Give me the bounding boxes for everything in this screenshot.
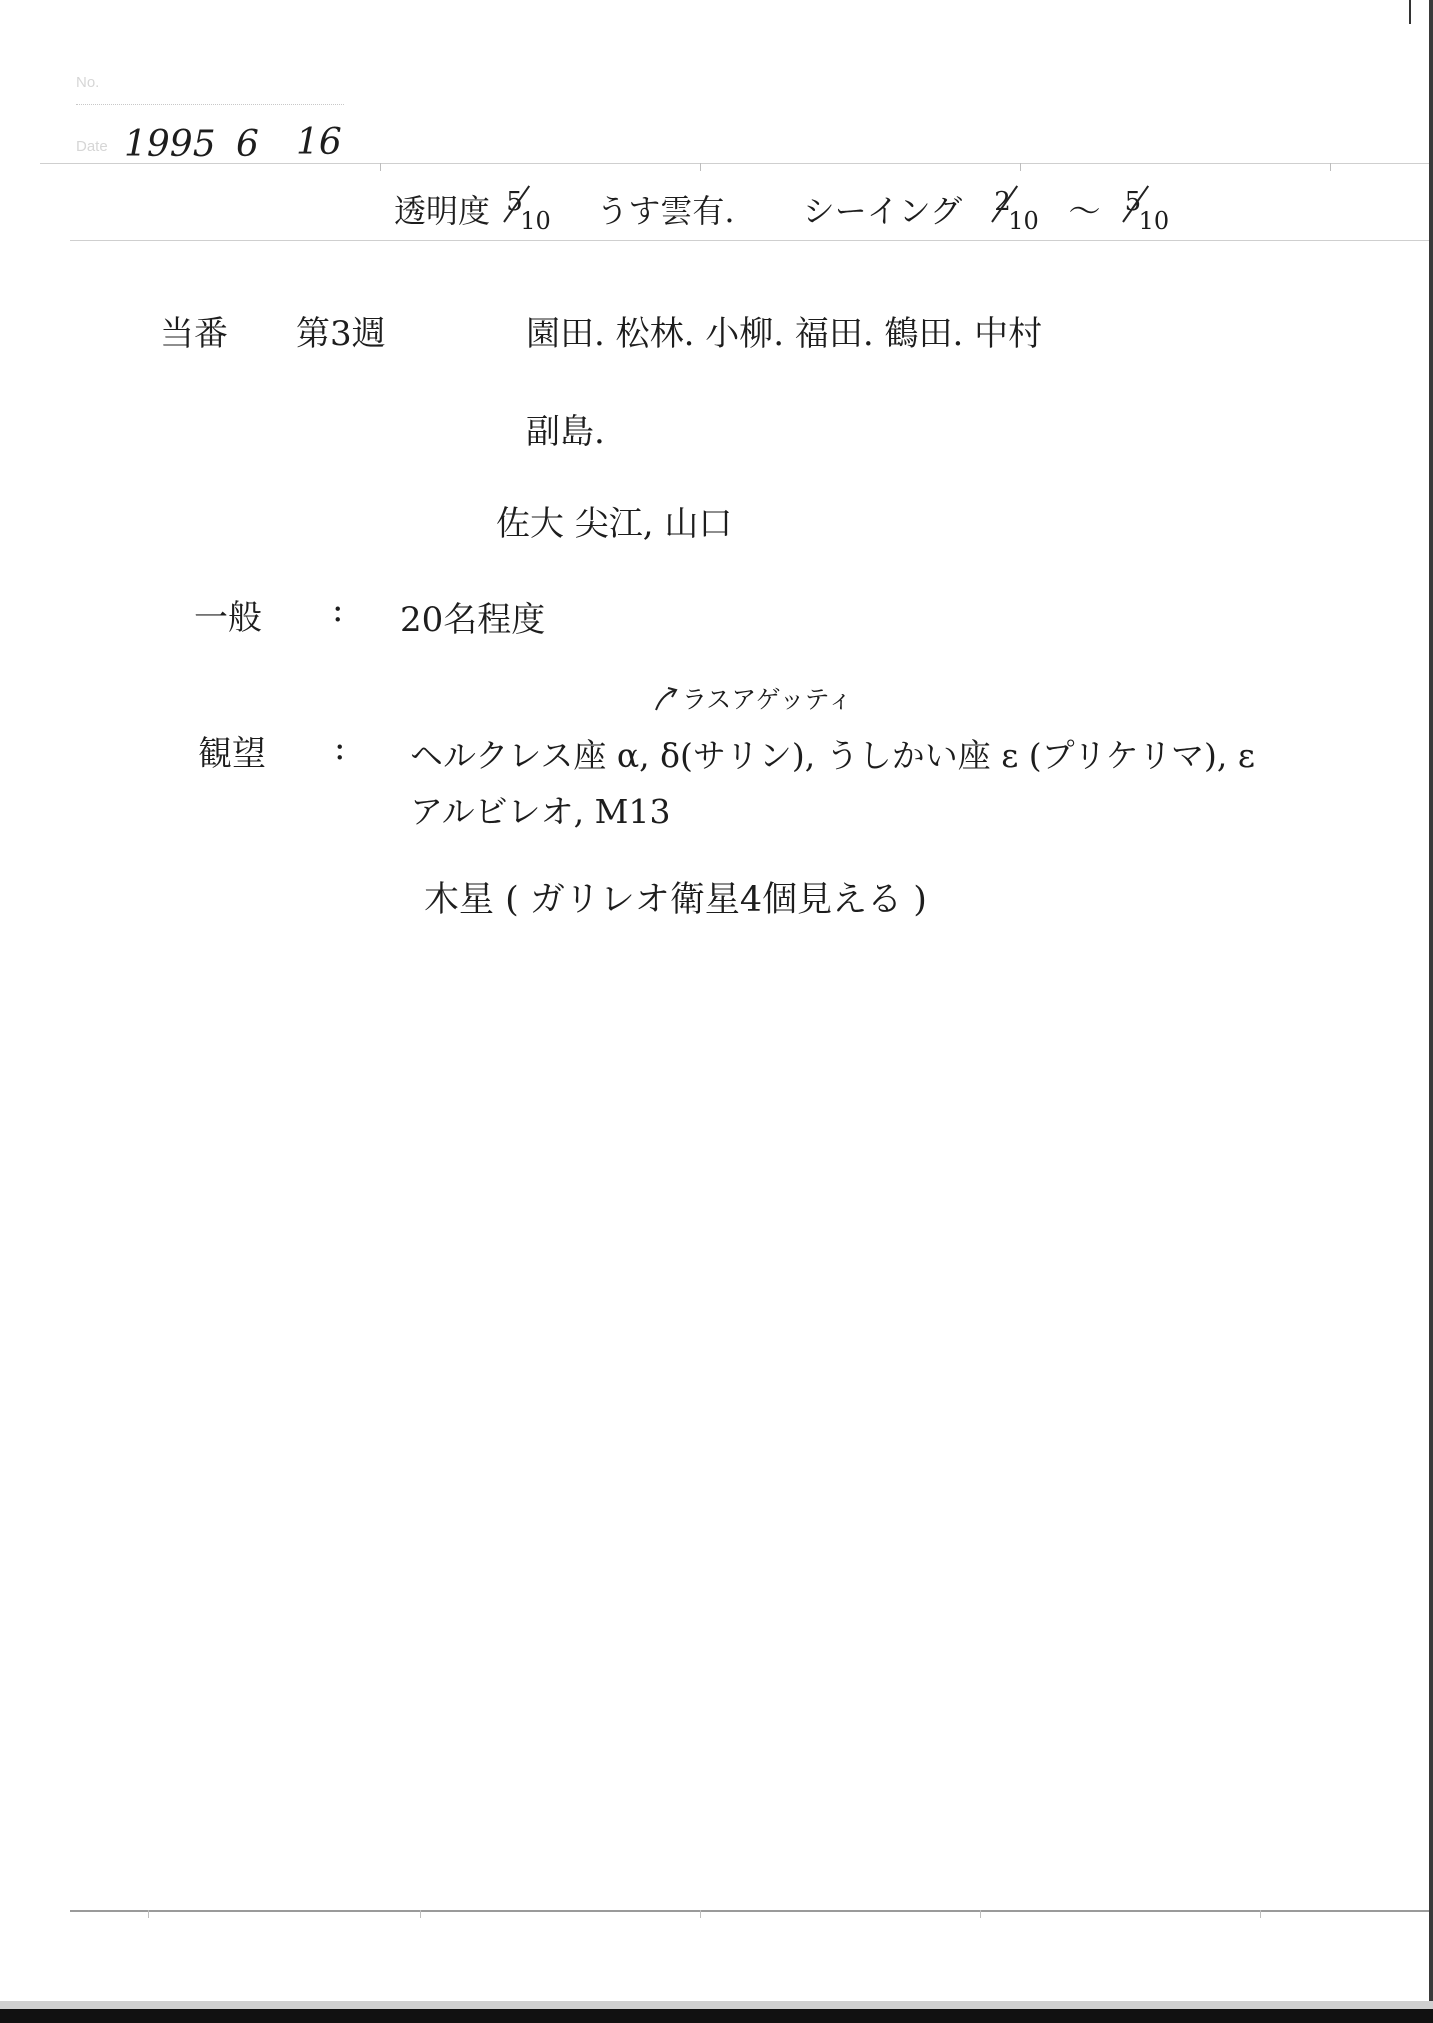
seeing-label: シーイング bbox=[802, 192, 963, 230]
rule-tick bbox=[380, 163, 381, 171]
duty-members-line1: 園田. 松林. 小柳. 福田. 鶴田. 中村 bbox=[526, 314, 1043, 354]
scan-edge-bottom-gray bbox=[0, 2001, 1433, 2009]
rule-tick bbox=[420, 1910, 421, 1918]
rule-tick bbox=[700, 163, 701, 171]
ruby-arrow-icon bbox=[654, 686, 680, 712]
cloud-note: うす雲有. bbox=[596, 192, 735, 230]
date-day: 16 bbox=[296, 122, 342, 163]
general-colon: : bbox=[332, 590, 344, 630]
ruled-line-top bbox=[40, 163, 1433, 164]
observation-ruby: ラスアゲッティ bbox=[682, 685, 853, 714]
no-field-line bbox=[76, 104, 344, 105]
duty-members-line3: 佐大 尖江, 山口 bbox=[496, 504, 733, 544]
seeing-from-fraction bbox=[988, 186, 1040, 237]
scan-corner-mark bbox=[1409, 0, 1425, 24]
ruled-line-bottom bbox=[70, 1910, 1433, 1912]
observation-label: 観望 bbox=[198, 734, 266, 774]
rule-tick bbox=[700, 1910, 701, 1918]
no-field-label: No. bbox=[76, 74, 100, 91]
observation-line1: ヘルクレス座 α, δ(サリン), うしかい座 ε (プリケリマ), ε bbox=[410, 736, 1255, 775]
scan-edge-right bbox=[1429, 0, 1433, 2023]
rule-tick bbox=[1330, 163, 1331, 171]
general-value: 20名程度 bbox=[400, 600, 546, 640]
seeing-from-numerator: 2 bbox=[994, 186, 1011, 217]
seeing-tilde: 〜 bbox=[1068, 192, 1101, 230]
rule-tick bbox=[1260, 1910, 1261, 1918]
general-label: 一般 bbox=[194, 598, 262, 638]
date-year: 1995 bbox=[124, 124, 216, 165]
observation-line2: アルビレオ, M13 bbox=[410, 792, 671, 831]
duty-members-line2: 副島. bbox=[526, 412, 605, 452]
rule-tick bbox=[148, 1910, 149, 1918]
transparency-label: 透明度 bbox=[394, 192, 491, 230]
duty-label: 当番 bbox=[160, 314, 228, 354]
seeing-from-denominator: 10 bbox=[1008, 206, 1039, 235]
rule-tick bbox=[980, 1910, 981, 1918]
date-month: 6 bbox=[236, 124, 259, 165]
duty-week: 第3週 bbox=[296, 314, 386, 354]
seeing-to-numerator: 5 bbox=[1124, 186, 1142, 217]
transparency-fraction bbox=[500, 186, 552, 237]
transparency-numerator: 5 bbox=[506, 186, 523, 217]
seeing-to-fraction bbox=[1119, 186, 1171, 237]
ruled-line-second bbox=[70, 240, 1433, 241]
rule-tick bbox=[1020, 163, 1021, 171]
observation-colon: : bbox=[334, 728, 346, 768]
transparency-denominator: 10 bbox=[520, 206, 551, 235]
date-field-label: Date bbox=[76, 138, 108, 155]
conditions-line bbox=[394, 186, 1171, 237]
scan-edge-bottom bbox=[0, 2009, 1433, 2023]
observation-line3: 木星 ( ガリレオ衛星4個見える ) bbox=[424, 880, 927, 920]
seeing-to-denominator: 10 bbox=[1138, 206, 1170, 235]
